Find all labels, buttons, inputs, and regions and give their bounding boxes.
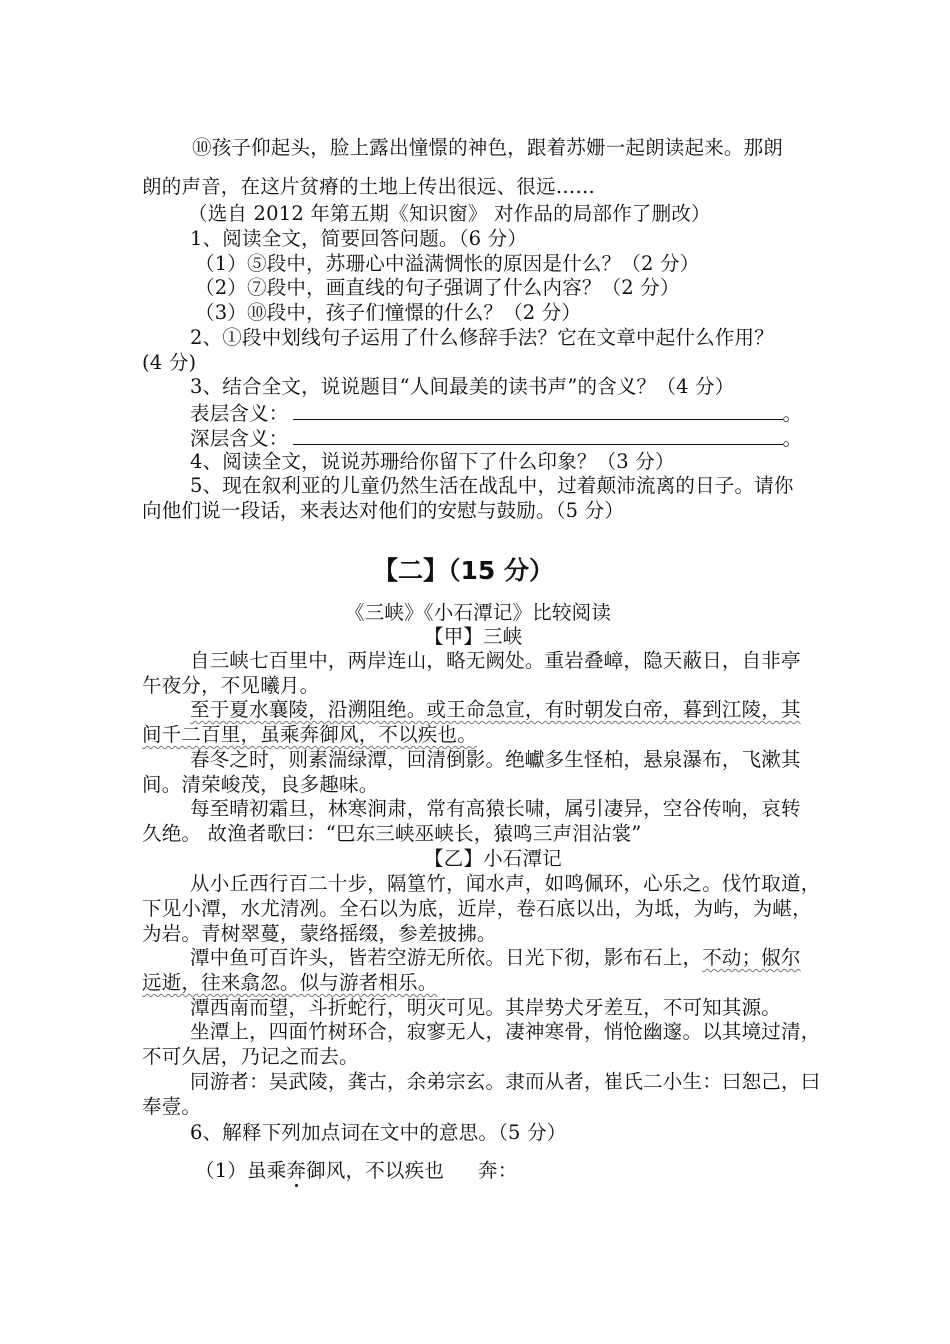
surface-meaning-blank[interactable] bbox=[293, 401, 783, 420]
yi-line-10: 奉壹。 bbox=[142, 1095, 202, 1118]
jia-line-1: 自三峡七百里中，两岸连山，略无阙处。重岩叠嶂，隐天蔽日，自非亭 bbox=[190, 649, 801, 672]
yi-line-2: 下见小潭，水尤清冽。全石以为底，近岸，卷石底以出，为坻，为屿，为嵁， bbox=[142, 897, 812, 920]
yi-line-6: 潭西南而望，斗折蛇行，明灭可见。其岸势犬牙差互，不可知其源。 bbox=[190, 996, 782, 1019]
yi-line-3: 为岩。青树翠蔓，蒙络摇缀，参差披拂。 bbox=[142, 922, 497, 945]
jia-line-8: 久绝。 故渔者歌曰：“巴东三峡巫峡长，猿鸣三声泪沾裳” bbox=[142, 822, 642, 845]
question-3: 3、结合全文，说说题目“人间最美的读书声”的含义？（4 分） bbox=[190, 375, 735, 398]
question-1-1: （1）⑤段中，苏珊心中溢满惆怅的原因是什么？（2 分） bbox=[195, 252, 700, 275]
question-6-1: （1）虽乘奔御风，不以疾也 奔： bbox=[195, 1159, 518, 1182]
yi-line-9: 同游者：吴武陵，龚古，余弟宗玄。隶而从者，崔氏二小生：曰恕己，曰 bbox=[190, 1070, 821, 1093]
source-note: （选自 2012 年第五期《知识窗》 对作品的局部作了删改） bbox=[188, 202, 711, 225]
jia-line-5: 春冬之时，则素湍绿潭，回清倒影。绝巘多生怪柏，悬泉瀑布，飞漱其 bbox=[190, 748, 801, 771]
question-5-line2: 向他们说一段话，来表达对他们的安慰与鼓励。（5 分） bbox=[142, 499, 625, 522]
jia-line-4: 间千二百里，虽乘奔御风，不以疾也。 bbox=[142, 723, 477, 746]
surface-meaning-label: 表层含义： bbox=[190, 402, 289, 425]
answer-deep-meaning: 深层含义： 。 bbox=[190, 427, 803, 450]
deep-meaning-blank[interactable] bbox=[293, 426, 783, 445]
jia-line-3: 至于夏水襄陵，沿溯阻绝。或王命急宣，有时朝发白帝，暮到江陵，其 bbox=[190, 698, 801, 721]
yi-line-4: 潭中鱼可百许头，皆若空游无所依。日光下彻，影布石上，不动；俶尔 bbox=[190, 946, 801, 969]
jia-title: 【甲】三峡 bbox=[424, 625, 523, 648]
question-5-line1: 5、现在叙利亚的儿童仍然生活在战乱中，过着颠沛流离的日子。请你 bbox=[190, 474, 794, 497]
question-1: 1、阅读全文，简要回答问题。（6 分） bbox=[190, 227, 528, 250]
jia-line-2: 午夜分，不见曦月。 bbox=[142, 674, 320, 697]
question-4: 4、阅读全文，说说苏珊给你留下了什么印象？（3 分） bbox=[190, 450, 675, 473]
yi-line-8: 不可久居，乃记之而去。 bbox=[142, 1045, 359, 1068]
answer-surface-meaning: 表层含义： 。 bbox=[190, 402, 803, 425]
yi-line-1: 从小丘西行百二十步，隔篁竹，闻水声，如鸣佩环，心乐之。伐竹取道， bbox=[190, 872, 821, 895]
section-2-subtitle: 《三峡》《小石潭记》比较阅读 bbox=[345, 601, 612, 624]
dotted-word-ben: 奔 bbox=[286, 1159, 307, 1182]
jia-line-6: 间。清荣峻茂，良多趣味。 bbox=[142, 773, 379, 796]
paragraph-10-line1: ⑩孩子仰起头，脸上露出憧憬的神色，跟着苏姗一起朗读起来。那朗 bbox=[192, 136, 784, 159]
jia-line-7: 每至晴初霜旦，林寒涧肃，常有高猿长啸，属引凄异，空谷传响，哀转 bbox=[190, 797, 801, 820]
yi-line-7: 坐潭上，四面竹树环合，寂寥无人，凄神寒骨，悄怆幽邃。以其境过清， bbox=[190, 1020, 821, 1043]
question-6: 6、解释下列加点词在文中的意思。（5 分） bbox=[190, 1121, 567, 1144]
paragraph-10-line2: 朗的声音，在这片贫瘠的土地上传出很远、很远…… bbox=[142, 175, 596, 198]
deep-meaning-label: 深层含义： bbox=[190, 427, 289, 450]
section-2-heading: 【二】（15 分） bbox=[373, 556, 554, 585]
yi-title: 【乙】小石潭记 bbox=[424, 847, 562, 870]
question-1-3: （3）⑩段中，孩子们憧憬的什么？（2 分） bbox=[195, 301, 582, 324]
question-2-line2: (4 分) bbox=[142, 351, 197, 374]
question-1-2: （2）⑦段中，画直线的句子强调了什么内容？（2 分） bbox=[195, 276, 680, 299]
question-2-line1: 2、①段中划线句子运用了什么修辞手法？它在文章中起什么作用？ bbox=[190, 326, 774, 349]
answer-label-ben: 奔： bbox=[478, 1159, 518, 1182]
yi-line-5: 远逝，往来翕忽。似与游者相乐。 bbox=[142, 971, 438, 994]
